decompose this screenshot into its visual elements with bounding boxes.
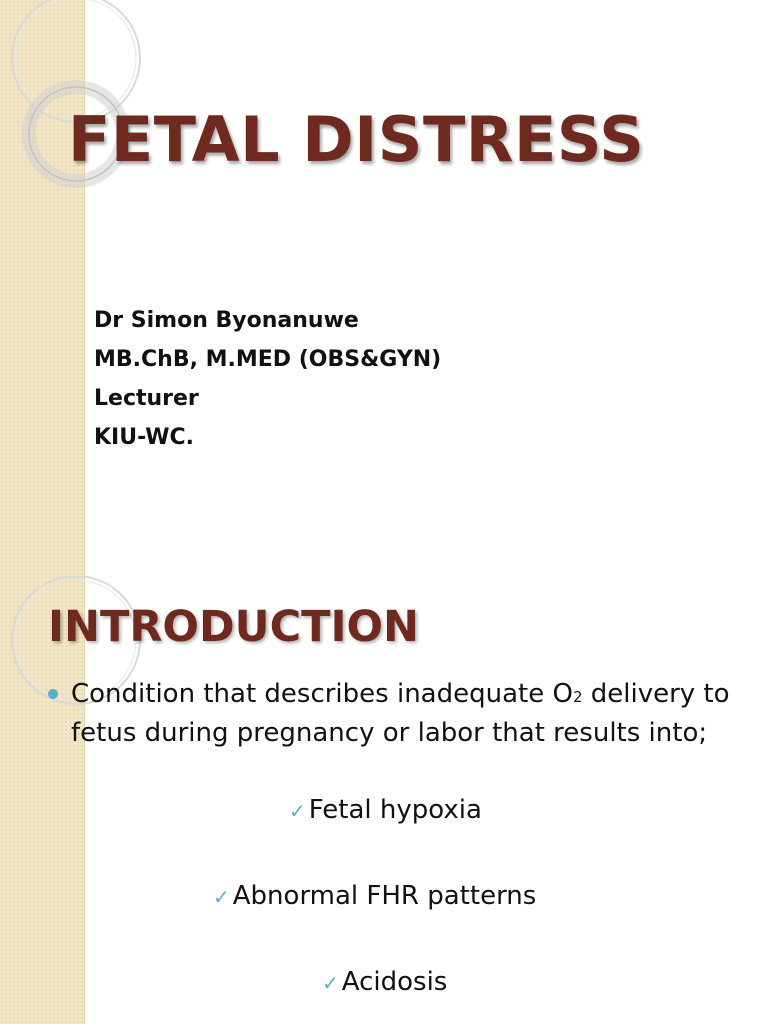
checklist-item: ✓ Abnormal FHR patterns xyxy=(213,881,537,911)
introduction-slide xyxy=(0,576,768,1024)
author-name: Dr Simon Byonanuwe xyxy=(94,308,359,333)
checklist-item: ✓ Fetal hypoxia xyxy=(289,795,482,825)
slide-title: INTRODUCTION xyxy=(48,602,420,652)
checkmark-icon: ✓ xyxy=(213,885,230,909)
slide-title: FETAL DISTRESS xyxy=(68,103,645,176)
author-block xyxy=(94,301,441,457)
author-credentials: MB.ChB, M.MED (OBS&GYN) xyxy=(94,347,442,372)
decorative-stripe xyxy=(0,0,85,576)
author-institution: KIU-WC. xyxy=(94,425,195,450)
author-position: Lecturer xyxy=(94,386,199,411)
checkmark-icon: ✓ xyxy=(322,971,339,995)
checklist-item: ✓ Acidosis xyxy=(322,967,448,997)
bullet-text: Condition that describes inadequate O2 delivery to fetus during pregnancy or labor that results into; xyxy=(71,679,730,748)
bullet-item xyxy=(48,676,748,751)
checkmark-icon: ✓ xyxy=(289,799,306,823)
bullet-dot-icon xyxy=(48,689,58,699)
